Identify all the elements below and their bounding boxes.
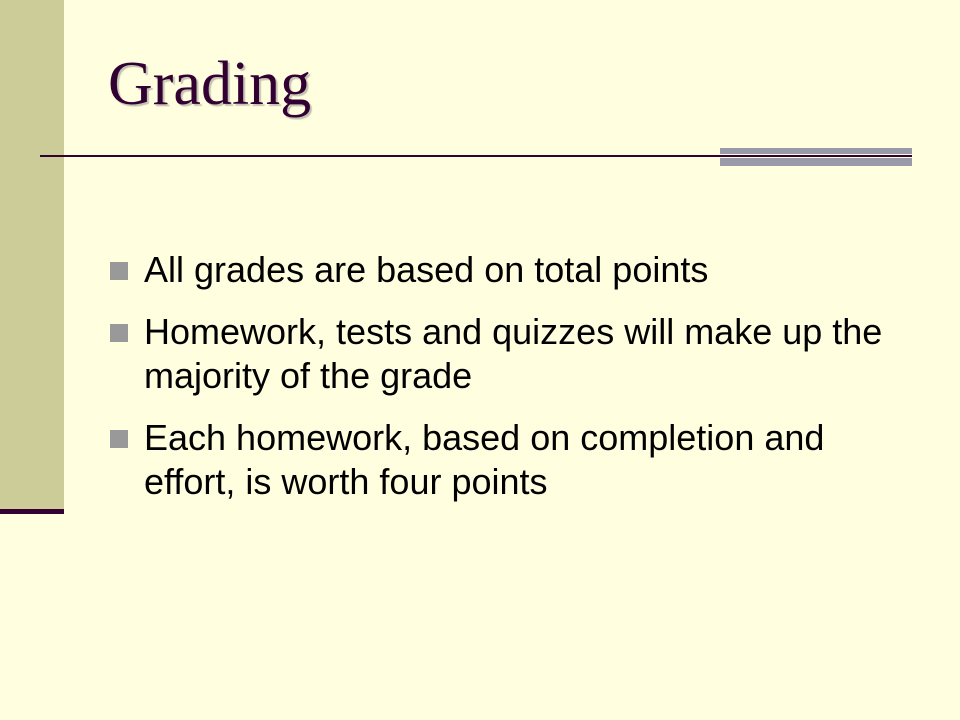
bullet-item xyxy=(108,416,908,504)
title-underline-accent xyxy=(720,148,912,168)
bullet-text: All grades are based on total points xyxy=(144,249,709,290)
sidebar-decoration xyxy=(0,0,64,510)
accent-stripe-top xyxy=(720,148,912,154)
bullet-text: Homework, tests and quizzes will make up the majority of the grade xyxy=(144,311,883,396)
square-bullet-icon xyxy=(110,324,128,342)
bullet-text: Each homework, based on completion and effort, is worth four points xyxy=(144,417,825,502)
accent-stripe-bottom xyxy=(720,158,912,166)
bullet-item xyxy=(108,310,908,398)
bullet-list xyxy=(108,248,908,522)
square-bullet-icon xyxy=(110,262,128,280)
slide-title: Grading xyxy=(108,50,312,118)
square-bullet-icon xyxy=(110,430,128,448)
bullet-item xyxy=(108,248,908,292)
sidebar-accent-line xyxy=(0,509,64,514)
